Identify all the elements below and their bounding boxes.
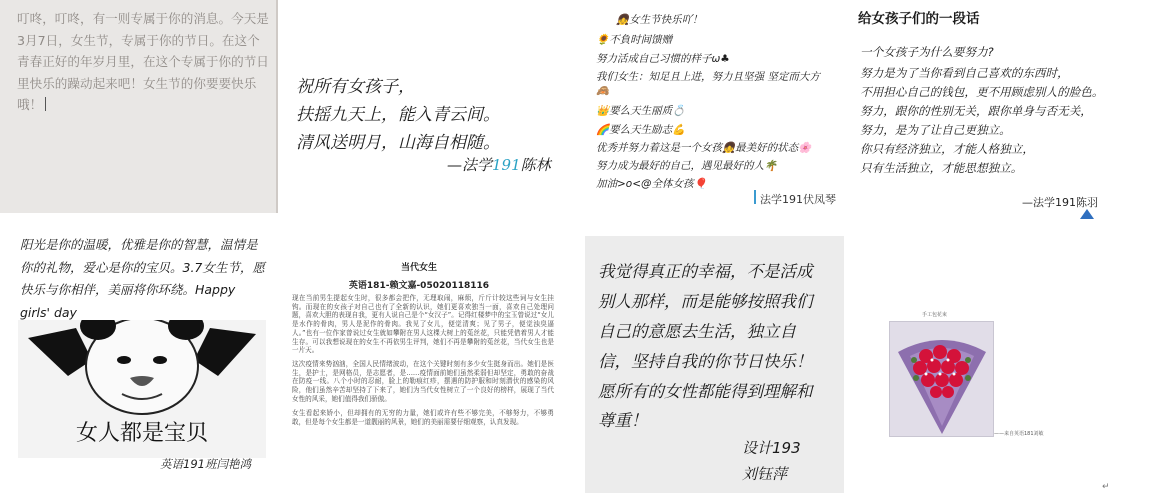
happiness-card bbox=[585, 236, 844, 493]
wish-line: 🙈 bbox=[596, 85, 610, 97]
advice-line: 努力是为了当你看到自己喜欢的东西时， bbox=[860, 66, 1069, 80]
emoji-wishes-card bbox=[588, 0, 840, 213]
happiness-line: 尊重！ bbox=[598, 411, 648, 430]
bouquet-icon bbox=[890, 322, 993, 436]
wish-line: 🌈要么天生励志💪 bbox=[596, 124, 686, 136]
advice-title: 给女孩子们的一段话 bbox=[858, 11, 980, 27]
bouquet-card bbox=[848, 238, 1161, 493]
bouquet-note: ——来自英语181刘敏 bbox=[994, 431, 1044, 437]
photo-caption: 手工包花束 bbox=[922, 312, 948, 318]
wish-line: 我们女生：知足且上进，努力且坚强 坚定而大方 bbox=[596, 71, 820, 83]
wish-line: 👑要么天生丽质💍 bbox=[596, 105, 686, 117]
happiness-line: 信，坚持自我的你节日快乐！ bbox=[598, 352, 813, 371]
blessing-line: 祝所有女孩子， bbox=[296, 77, 415, 97]
advice-line: 你只有经济独立，才能人格独立， bbox=[860, 142, 1034, 156]
signature-bar bbox=[754, 190, 756, 204]
wish-line: 优秀并努力着这是一个女孩👧最美好的状态🌸 bbox=[596, 142, 812, 154]
return-mark-icon: ↵ bbox=[1102, 482, 1110, 492]
wish-line: 加油>o<@全体女孩🎈 bbox=[596, 178, 707, 190]
blessing-line: 扶摇九天上，能入青云间。 bbox=[296, 105, 500, 125]
blessing-signature: —法学191陈林 bbox=[447, 156, 551, 174]
blessing-line: 清风送明月，山海自相随。 bbox=[296, 133, 500, 153]
wishes-signature: 法学191伏凤琴 bbox=[760, 193, 836, 206]
meme-card bbox=[0, 232, 280, 482]
advice-signature: —法学191陈羽 bbox=[1022, 196, 1098, 209]
happiness-line: 自己的意愿去生活，独立自 bbox=[598, 322, 796, 341]
advice-line: 不用担心自己的钱包，更不用顾虑别人的脸色。 bbox=[860, 85, 1104, 99]
happiness-signature-class: 设计193 bbox=[742, 439, 801, 457]
advice-card bbox=[848, 0, 1161, 235]
meme-signature: 英语191班闫艳鸿 bbox=[160, 457, 251, 471]
article-card bbox=[284, 246, 580, 486]
happiness-line: 愿所有的女性都能得到理解和 bbox=[598, 382, 813, 401]
wish-line: 👧女生节快乐吖！ bbox=[616, 14, 703, 26]
advice-line: 努力，跟你的性别无关，跟你单身与否无关， bbox=[860, 104, 1092, 118]
blessing-card bbox=[282, 0, 584, 213]
message-card bbox=[0, 0, 278, 213]
wish-line: 努力活成自己习惯的样子ω♣ bbox=[596, 53, 730, 65]
blue-triangle-icon bbox=[1080, 209, 1094, 219]
happiness-signature-name: 刘钰萍 bbox=[742, 465, 788, 483]
bouquet-photo bbox=[889, 321, 994, 437]
article-paragraph: 这次疫情来势汹汹，全国人民情绪波动，在这个关键时刻有多少女生挺身而出。她们是医生，是护士，是网格员，是志愿者，是……疫情面前她们虽然柔弱但却坚定，勇敢的奋战在防疫一线。八个小时的忍耐，脸上的勒痕红疹，摆遇的防护服和时刻潜伏的感染的风险，他们虽然辛苦却坚持了下来了，她们为当代女性树立了一个良好的榜样，展现了当代女性的风采，她们值得我们骄傲。 bbox=[292, 360, 554, 403]
article-paragraph: 女生看起来娇小，但却拥有的无穷的力量，她们或许有些不够完美，不够努力，不够勇敢，但是每个女生都是一道靓丽的风景，她们的美丽需要仔细观察，认真发现。 bbox=[292, 409, 554, 426]
happiness-line: 别人那样，而是能够按照我们 bbox=[598, 292, 813, 311]
advice-line: 一个女孩子为什么要努力? bbox=[860, 45, 994, 59]
happiness-line: 我觉得真正的幸福，不是活成 bbox=[598, 262, 813, 281]
article-author: 英语181-赖文嘉-05020118116 bbox=[348, 281, 490, 291]
meme-caption: 女人都是宝贝 bbox=[75, 421, 208, 446]
text-cursor bbox=[45, 97, 46, 111]
wish-line: 🌻不負时间馈赠 bbox=[596, 34, 673, 46]
wish-line: 努力成为最好的自己，遇见最好的人🌴 bbox=[596, 160, 778, 172]
panda-meme-image bbox=[18, 320, 266, 458]
advice-line: 努力，是为了让自己更独立。 bbox=[860, 123, 1011, 137]
advice-line: 只有生活独立，才能思想独立。 bbox=[860, 161, 1023, 175]
article-paragraph: 现在当前男生提起女生时，很多都会把作，无理取闹，麻烦，斤斤计较这些词与女生挂钩。而现在的女孩子对自己也有了全新的认识，她们更喜欢独当一面，喜欢自己处理问题，喜欢大胆的表现自我，更有人说自己是个“女汉子”。记得红楼梦中的宝玉曾说过“女儿是水作的骨肉，男人是泥作的骨肉。我见了女儿，便觉清爽；见了男子，便觉浊臭逼人。”也有一位作家曾说过女生就如攀附在男人这棵大树上的菟丝花，只能凭借着男人才能生存。可以我想说现在的女生不再依男生评判，她们不再是攀附的菟丝花，当代女生也是一片天。 bbox=[292, 294, 554, 355]
message-text: 叮咚，叮咚，有一则专属于你的消息。今天是3月7日，女生节，专属于你的节日。在这个青春正好的年岁月里，在这个专属于你的节日里快乐的躁动起来吧！女生节的你要要快乐哦！ bbox=[17, 11, 269, 112]
meme-card-text: 阳光是你的温暖，优雅是你的智慧，温情是你的礼物，爱心是你的宝贝。3.7女生节，愿快乐与你相伴，美丽将你环绕。Happy girls' day bbox=[20, 237, 265, 320]
article-title: 当代女生 bbox=[400, 263, 437, 273]
